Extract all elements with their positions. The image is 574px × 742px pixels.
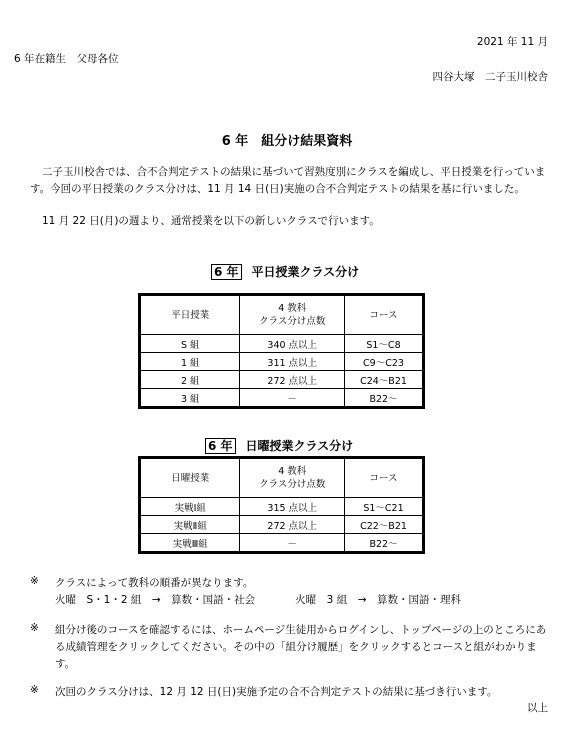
table-header-cell	[240, 296, 345, 335]
table-row	[141, 371, 423, 389]
table-header-cell	[240, 459, 345, 498]
note-detail-a: 火曜 S・1・2 組 → 算数・国語・社会	[55, 594, 256, 606]
table-row	[141, 516, 423, 534]
weekday-grade-box: 6 年	[211, 264, 242, 280]
course-cell: S1～C21	[345, 498, 423, 516]
score-cell: 340 点以上	[240, 335, 345, 353]
closing-mark: 以上	[527, 702, 548, 714]
score-cell: 272 点以上	[240, 516, 345, 534]
table-row	[141, 534, 423, 552]
score-cell: 315 点以上	[240, 498, 345, 516]
class-name-cell: 実戦Ⅰ組	[141, 498, 240, 516]
course-cell: S1～C8	[345, 335, 423, 353]
sender-line: 四谷大塚 二子玉川校舎	[432, 71, 548, 83]
sunday-grade-box: 6 年	[205, 438, 236, 454]
table-row	[141, 389, 423, 407]
class-name-cell: 実戦Ⅲ組	[141, 534, 240, 552]
note-subject-order: クラスによって教科の順番が異なります。	[55, 577, 254, 589]
score-cell: －	[240, 389, 345, 407]
note-mark: ※	[30, 622, 39, 634]
table-row	[141, 498, 423, 516]
note-mark: ※	[30, 575, 39, 587]
weekday-class-table	[140, 295, 423, 407]
header-line: クラス分け点数	[259, 316, 326, 327]
course-cell: B22～	[345, 534, 423, 552]
recipient-line: 6 年在籍生 父母各位	[14, 53, 119, 65]
intro-paragraph-2: 11 月 22 日(月)の週より、通常授業を以下の新しいクラスで行います。	[42, 215, 380, 227]
intro-paragraph-1: 二子玉川校舎では、合不合判定テストの結果に基づいて習熟度別にクラスを編成し、平日授業を行っています。今回の平日授業のクラス分けは、11 月 14 日(日)実施の合不合判定テストの結果を基に行いました。	[30, 166, 546, 195]
class-name-cell: 実戦Ⅱ組	[141, 516, 240, 534]
table-header-cell: 日曜授業	[141, 459, 240, 498]
table-header-row	[141, 296, 423, 335]
class-name-cell: 3 組	[141, 389, 240, 407]
table-row	[141, 335, 423, 353]
course-cell: C22～B21	[345, 516, 423, 534]
header-line: 4 教科	[278, 303, 307, 314]
table-header-row	[141, 459, 423, 498]
sunday-section-title	[205, 437, 353, 454]
course-cell: B22～	[345, 389, 423, 407]
score-cell: 311 点以上	[240, 353, 345, 371]
sunday-class-table	[140, 458, 423, 552]
class-name-cell: 2 組	[141, 371, 240, 389]
table-header-cell: コース	[345, 296, 423, 335]
note-course-check: 組分け後のコースを確認するには、ホームページ生徒用からログインし、トップページの上のところにある成績管理をクリックしてください。その中の「組分け履歴」をクリックするとコースと組がわかります。	[55, 624, 547, 670]
course-cell: C24～B21	[345, 371, 423, 389]
document-date: 2021 年 11 月	[476, 36, 548, 48]
sunday-title-text: 日曜授業クラス分け	[245, 439, 354, 453]
note-next-class-split: 次回のクラス分けは、12 月 12 日(日)実施予定の合不合判定テストの結果に基づき行います。	[55, 686, 498, 698]
class-name-cell: 1 組	[141, 353, 240, 371]
note-detail-b: 火曜 3 組 → 算数・国語・理科	[295, 594, 461, 606]
header-line: クラス分け点数	[259, 479, 326, 490]
table-row	[141, 353, 423, 371]
document-title: 6 年 組分け結果資料	[221, 134, 353, 149]
header-line: 4 教科	[278, 466, 307, 477]
weekday-section-title	[211, 263, 359, 280]
score-cell: 272 点以上	[240, 371, 345, 389]
note-subject-order-detail	[55, 592, 461, 607]
table-header-cell: 平日授業	[141, 296, 240, 335]
table-header-cell: コース	[345, 459, 423, 498]
score-cell: －	[240, 534, 345, 552]
note-mark: ※	[30, 684, 39, 696]
weekday-title-text: 平日授業クラス分け	[251, 265, 360, 279]
class-name-cell: S 組	[141, 335, 240, 353]
course-cell: C9～C23	[345, 353, 423, 371]
